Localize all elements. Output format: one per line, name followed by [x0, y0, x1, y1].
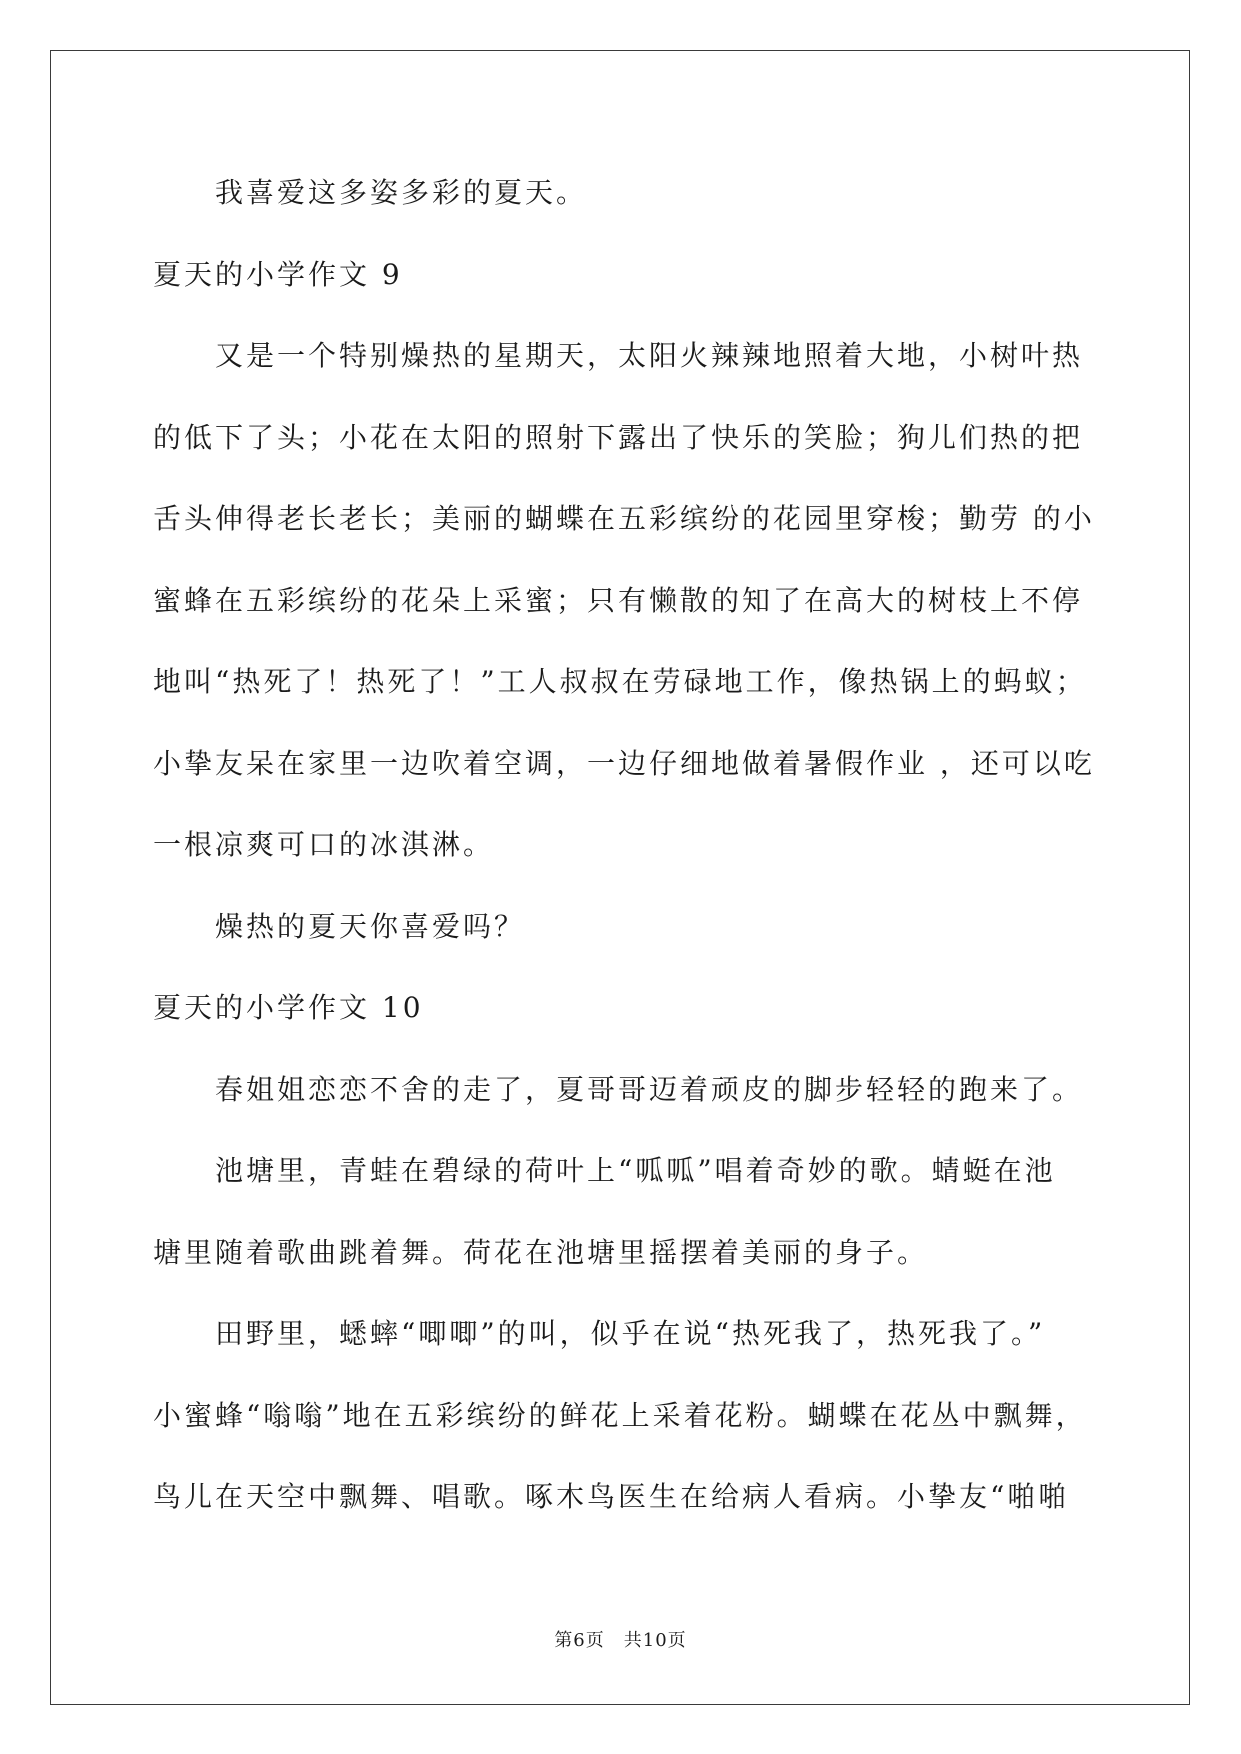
heading-text: 夏天的小学作文 10: [153, 991, 424, 1024]
paragraph: [153, 1049, 1153, 1131]
paragraph-line: 又是一个特别燥热的星期天，太阳火辣辣地照着大地，小树叶热: [215, 339, 1084, 372]
paragraph-line: 塘里随着歌曲跳着舞。荷花在池塘里摇摆着美丽的身子。: [153, 1235, 929, 1269]
paragraph-line: 的低下了头；小花在太阳的照射下露出了快乐的笑脸；狗儿们热的把: [153, 420, 1084, 454]
page-number-footer: 第6页 共10页: [554, 1630, 687, 1651]
section-heading: [153, 234, 1153, 316]
paragraph-line: 舌头伸得老长老长；美丽的蝴蝶在五彩缤纷的花园里穿梭；勤劳 的小: [153, 502, 1095, 535]
paragraph: [153, 315, 1153, 886]
paragraph: [153, 886, 1153, 968]
paragraph: [153, 1293, 1153, 1538]
paragraph-line: 蜜蜂在五彩缤纷的花朵上采蜜；只有懒散的知了在高大的树枝上不停: [153, 583, 1084, 617]
paragraph-line: 一根凉爽可口的冰淇淋。: [153, 828, 495, 861]
paragraph-line: 我喜爱这多姿多彩的夏天。: [215, 176, 588, 209]
paragraph: [153, 152, 1153, 234]
paragraph-line: 鸟儿在天空中飘舞、唱歌。啄木鸟医生在给病人看病。小挚友“啪啪: [153, 1480, 1070, 1513]
paragraph-line: 地叫“热死了！热死了！”工人叔叔在劳碌地工作，像热锅上的蚂蚁；: [153, 665, 1087, 698]
paragraph-line: 燥热的夏天你喜爱吗？: [215, 909, 526, 943]
paragraph: [153, 1130, 1153, 1293]
paragraph-line: 小挚友呆在家里一边吹着空调，一边仔细地做着暑假作业 ，还可以吃: [153, 746, 1095, 780]
paragraph-line: 田野里，蟋蟀“唧唧”的叫，似乎在说“热死我了，热死我了。”: [215, 1317, 1046, 1350]
paragraph-line: 春姐姐恋恋不舍的走了，夏哥哥迈着顽皮的脚步轻轻的跑来了。: [215, 1072, 1084, 1106]
heading-text: 夏天的小学作文 9: [153, 257, 403, 291]
document-body: [153, 152, 1153, 1538]
paragraph-line: 小蜜蜂“嗡嗡”地在五彩缤纷的鲜花上采着花粉。蝴蝶在花丛中飘舞，: [153, 1398, 1087, 1432]
section-heading: [153, 967, 1153, 1049]
paragraph-line: 池塘里，青蛙在碧绿的荷叶上“呱呱”唱着奇妙的歌。蜻蜓在池: [215, 1154, 1056, 1187]
